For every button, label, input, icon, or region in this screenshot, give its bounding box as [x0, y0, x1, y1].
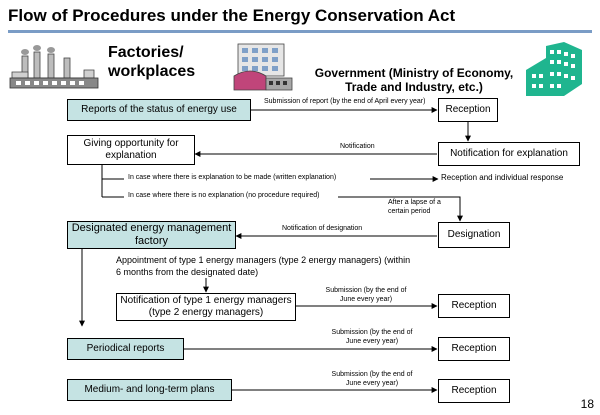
page-title: Flow of Procedures under the Energy Conservation Act	[8, 6, 456, 25]
designated-factory-box: Designated energy management factory	[67, 221, 236, 249]
reception-box-2: Reception	[438, 294, 510, 318]
reception-box-4: Reception	[438, 379, 510, 403]
label-reception-individual: Reception and individual response	[441, 173, 564, 182]
reception-box-3: Reception	[438, 337, 510, 361]
label-after-lapse: After a lapse of a certain period	[388, 199, 441, 215]
government-label: Government (Ministry of Economy, Trade and Industry, etc.)	[314, 66, 514, 95]
medium-long-plans-box: Medium- and long-term plans	[67, 379, 232, 401]
label-case-none: In case where there is no explanation (no procedure required)	[128, 192, 320, 199]
notification-explanation-box: Notification for explanation	[438, 142, 580, 166]
label-notification: Notification	[340, 143, 375, 150]
giving-opportunity-box: Giving opportunity for explanation	[67, 135, 195, 165]
factories-workplaces-label: Factories/ workplaces	[108, 44, 196, 80]
label-notification-designation: Notification of designation	[282, 225, 363, 232]
label-case-written: In case where there is explanation to be made (written explanation)	[128, 174, 337, 181]
periodical-reports-box: Periodical reports	[67, 338, 184, 360]
label-submission-june-3: Submission (by the end of June every year)	[331, 371, 413, 387]
reports-status-box: Reports of the status of energy use	[67, 99, 251, 121]
label-submission-june-2: Submission (by the end of June every year)	[331, 329, 413, 345]
designation-box: Designation	[438, 222, 510, 248]
notification-managers-box: Notification of type 1 energy managers (type 2 energy managers)	[116, 293, 296, 321]
label-appointment: Appointment of type 1 energy managers (type 2 energy managers) (within 6 months from the designated date)	[116, 255, 411, 277]
label-submission-june-1: Submission (by the end of June every year)	[325, 287, 407, 303]
reception-box-1: Reception	[438, 98, 498, 122]
label-submission-report: Submission of report (by the end of April every year)	[264, 98, 426, 105]
page-number: 18	[580, 397, 594, 411]
